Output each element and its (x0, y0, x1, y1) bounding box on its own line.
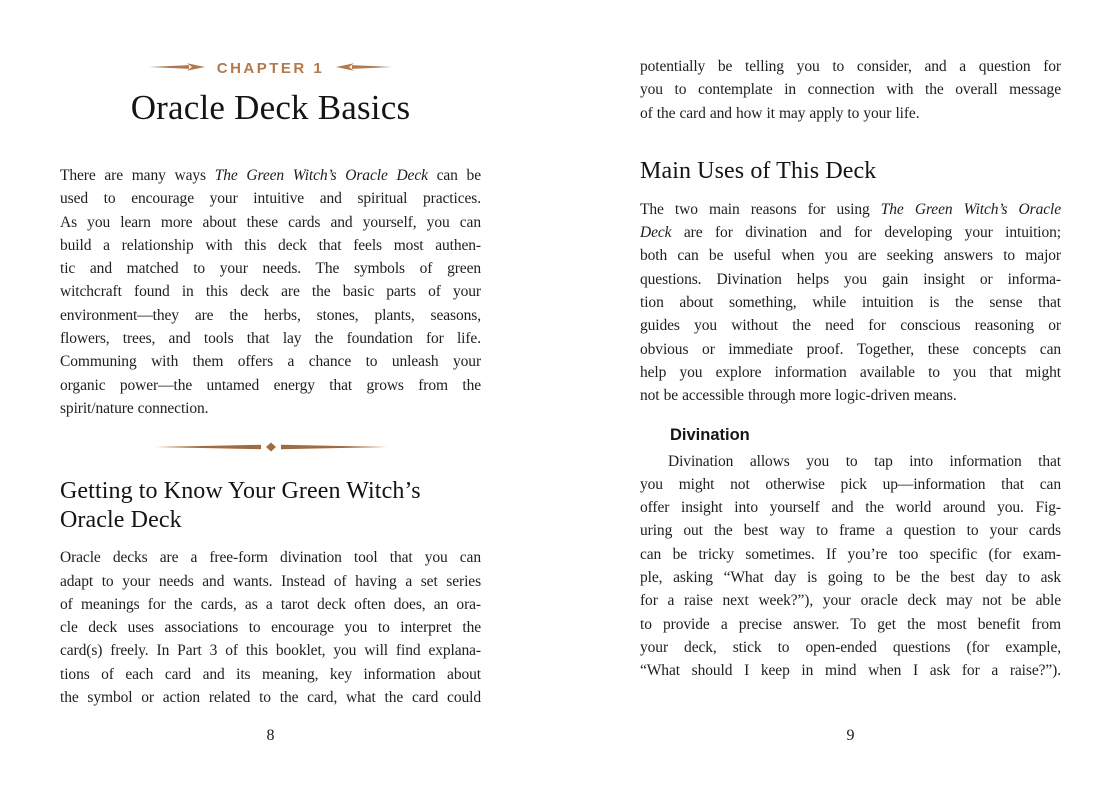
text-line: “What should I keep in mind when I ask for a raise?”). (640, 662, 1061, 680)
text-line: cle deck uses associations to encourage you to interpret the (60, 619, 481, 637)
text-line: flowers, trees, and tools that lay the foundation for life. (60, 330, 481, 348)
text-line: obvious or immediate proof. Together, these concepts can (640, 340, 1061, 358)
page-number-right: 9 (846, 727, 855, 744)
main-uses-paragraph (640, 198, 1061, 408)
text-line: your deck, stick to open-ended questions (for example, (640, 638, 1061, 656)
text-line: Oracle decks are a free-form divination tool that you can (60, 549, 481, 567)
text-line: for a raise next week?”), your oracle deck may not be able (640, 592, 1061, 610)
text-line: tions of each card and its meaning, key information about (60, 665, 481, 683)
chapter-arrow-left-icon (149, 60, 205, 78)
section-divider (60, 441, 481, 453)
text-line: build a relationship with this deck that feels most authen- (60, 236, 481, 254)
text-line: of meanings for the cards, as a tarot deck often does, an ora- (60, 595, 481, 613)
text-line: There are many ways The Green Witch’s Oracle Deck can be (60, 167, 481, 184)
section-heading-line: Oracle Deck (60, 507, 182, 534)
text-line: The two main reasons for using The Green Witch’s Oracle (640, 200, 1061, 218)
text-line: offer insight into yourself and the world around you. Fig- (640, 499, 1061, 517)
text-line: questions. Divination helps you gain insight or informa- (640, 270, 1061, 288)
text-line: you to contemplate in connection with the overall message (640, 81, 1061, 99)
section-heading-main-uses: Main Uses of This Deck (640, 157, 877, 184)
text-line: organic power—the untamed energy that grows from the (60, 376, 481, 394)
text-line: potentially be telling you to consider, and a question for (640, 58, 1061, 75)
text-line: card(s) freely. In Part 3 of this booklet, you will find explana- (60, 642, 481, 660)
text-line: environment—they are the herbs, stones, plants, seasons, (60, 306, 481, 324)
text-line: tion about something, while intuition is the sense that (640, 294, 1061, 312)
text-line: help you explore information available to you that might (640, 363, 1061, 381)
body-paragraph (60, 546, 481, 709)
text-line: guides you without the need for conscious reasoning or (640, 317, 1061, 335)
text-line: Communing with them offers a chance to unleash your (60, 353, 481, 371)
chapter-title: Oracle Deck Basics (130, 88, 411, 127)
page-left (60, 0, 481, 800)
text-line: Divination allows you to tap into information that (668, 452, 1061, 470)
text-line: uring out the best way to frame a question to your cards (640, 522, 1061, 540)
text-line: you might not otherwise pick up—information that can (640, 475, 1061, 493)
text-line: ple, asking “What day is going to be the best day to ask (640, 569, 1061, 587)
text-line: of the card and how it may apply to your life. (640, 104, 920, 122)
text-line: the symbol or action related to the card, what the card could (60, 689, 481, 707)
chapter-arrow-right-icon (336, 60, 392, 78)
continuation-paragraph (640, 55, 1061, 125)
text-line: used to encourage your intuitive and spiritual practices. (60, 190, 481, 208)
text-line: can be tricky sometimes. If you’re too specific (for exam- (640, 545, 1061, 563)
page-right (640, 0, 1061, 800)
text-line: to provide a precise answer. To get the most benefit from (640, 615, 1061, 633)
text-line: witchcraft found in this deck are the basic parts of your (60, 283, 481, 301)
chapter-label: CHAPTER 1 (216, 60, 325, 77)
page-number-left: 8 (266, 727, 275, 744)
intro-paragraph (60, 164, 481, 420)
text-line: not be accessible through more logic-driven means. (640, 387, 957, 405)
subsection-heading-divination: Divination (670, 425, 750, 444)
section-heading-line: Getting to Know Your Green Witch’s (60, 478, 421, 505)
tapered-rule-with-diamond-icon (155, 441, 387, 453)
chapter-heading (60, 59, 481, 79)
text-line: both can be useful when you are seeking answers to major (640, 247, 1061, 265)
text-line: Deck are for divination and for developing your intuition; (640, 224, 1061, 242)
text-line: tic and matched to your needs. The symbols of green (60, 260, 481, 278)
text-line: spirit/nature connection. (60, 399, 209, 417)
text-line: As you learn more about these cards and yourself, you can (60, 213, 481, 231)
section-heading-getting-to-know (60, 477, 481, 535)
divination-paragraph (640, 450, 1061, 683)
text-line: adapt to your needs and wants. Instead of having a set series (60, 572, 481, 590)
